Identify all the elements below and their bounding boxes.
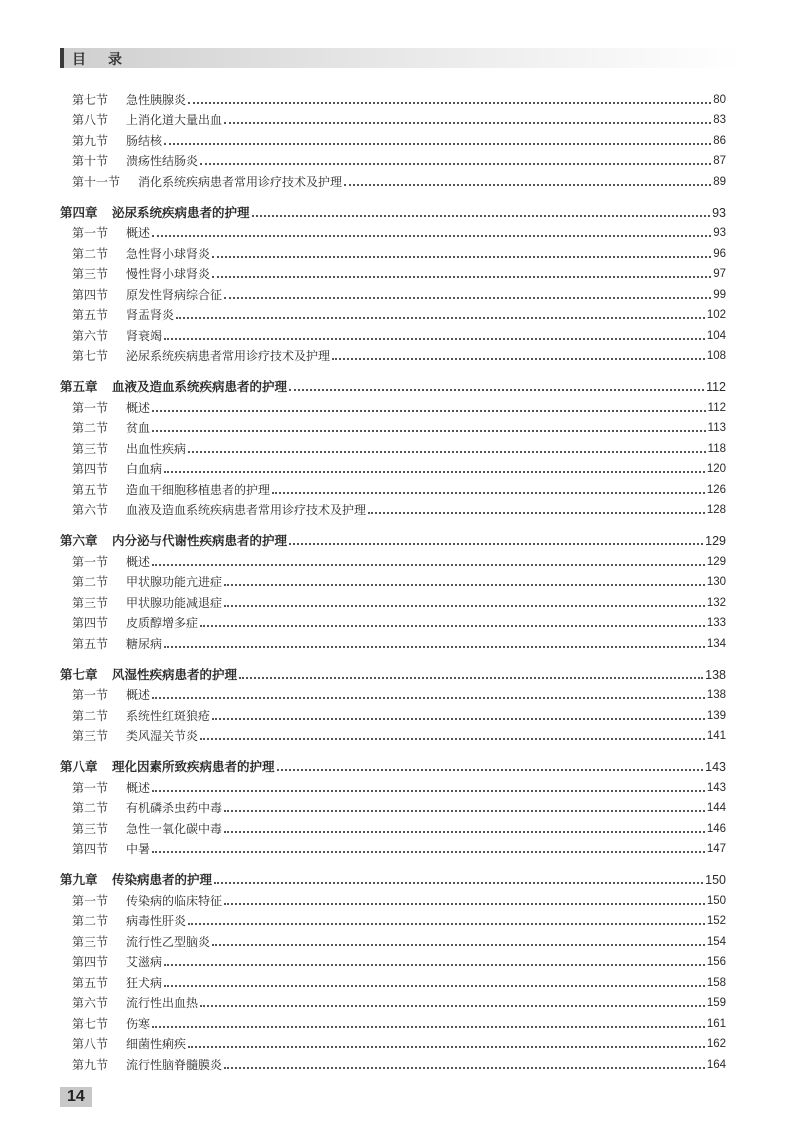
- chapter-number: 第八章: [60, 759, 98, 774]
- section-title: 急性肾小球肾炎: [126, 246, 211, 261]
- section-page-number: 118: [707, 442, 726, 455]
- chapter-page-number: 112: [706, 380, 726, 394]
- chapter-page-number: 138: [705, 667, 726, 682]
- section-page-number: 141: [706, 730, 726, 742]
- section-number: 第一节: [72, 893, 109, 908]
- section-number: 第四节: [72, 842, 109, 856]
- section-number: 第四节: [72, 462, 109, 476]
- dot-leader: [164, 985, 705, 987]
- toc-section-row[interactable]: [60, 281, 726, 302]
- dot-leader: [200, 163, 711, 165]
- section-page-number: 80: [713, 93, 726, 106]
- section-page-number: 134: [706, 637, 726, 650]
- dot-leader: [164, 964, 705, 966]
- dot-leader: [224, 810, 705, 812]
- section-title: 血液及造血系统疾病患者常用诊疗技术及护理: [126, 503, 367, 517]
- section-number: 第九节: [72, 1057, 109, 1072]
- section-page-number: 158: [706, 976, 726, 989]
- section-number: 第十一节: [72, 174, 121, 189]
- table-of-contents: [60, 86, 726, 1072]
- toc-chapter-row[interactable]: [60, 528, 726, 549]
- section-page-number: 104: [706, 329, 726, 342]
- section-page-number: 161: [706, 1017, 726, 1030]
- section-title: 细菌性痢疾: [126, 1037, 187, 1051]
- section-title: 甲状腺功能减退症: [126, 595, 223, 610]
- toc-section-row[interactable]: [60, 1010, 726, 1031]
- dot-leader: [212, 256, 711, 258]
- chapter-gap: [60, 743, 726, 754]
- section-number: 第二节: [72, 914, 109, 928]
- dot-leader: [212, 718, 705, 720]
- section-number: 第二节: [72, 708, 109, 723]
- chapter-page-number: 150: [705, 873, 726, 887]
- section-number: 第六节: [72, 328, 109, 343]
- dot-leader: [212, 944, 705, 946]
- section-page-number: 87: [713, 155, 726, 167]
- toc-section-row[interactable]: [60, 682, 726, 703]
- section-title: 流行性乙型脑炎: [126, 934, 211, 949]
- chapter-number: 第六章: [60, 533, 98, 548]
- dot-leader: [272, 492, 705, 494]
- dot-leader: [289, 389, 704, 391]
- section-page-number: 86: [713, 134, 726, 147]
- dot-leader: [224, 297, 711, 299]
- chapter-gap: [60, 517, 726, 528]
- chapter-page-number: 129: [705, 534, 726, 548]
- section-title: 概述: [126, 554, 151, 569]
- toc-section-row[interactable]: [60, 928, 726, 949]
- section-title: 狂犬病: [126, 975, 163, 990]
- toc-section-row[interactable]: [60, 394, 726, 415]
- chapter-title: 传染病患者的护理: [112, 872, 213, 887]
- section-title: 概述: [126, 400, 151, 415]
- section-title: 糖尿病: [126, 636, 163, 651]
- section-page-number: 164: [706, 1058, 726, 1071]
- dot-leader: [224, 831, 705, 833]
- toc-section-row[interactable]: [60, 795, 726, 816]
- toc-section-row[interactable]: [60, 322, 726, 343]
- section-page-number: 150: [706, 894, 726, 907]
- dot-leader: [164, 471, 705, 473]
- toc-section-row[interactable]: [60, 949, 726, 970]
- section-page-number: 138: [706, 689, 726, 701]
- toc-section-row[interactable]: [60, 702, 726, 723]
- section-number: 第九节: [72, 133, 109, 148]
- section-title: 贫血: [126, 421, 151, 435]
- chapter-title: 内分泌与代谢性疾病患者的护理: [112, 533, 288, 548]
- section-page-number: 130: [706, 576, 726, 588]
- page-footer: [60, 1087, 92, 1107]
- toc-section-row[interactable]: [60, 302, 726, 323]
- toc-section-row[interactable]: [60, 168, 726, 189]
- section-page-number: 102: [706, 309, 726, 321]
- section-title: 原发性肾病综合征: [126, 287, 223, 302]
- section-page-number: 83: [713, 114, 726, 126]
- toc-section-row[interactable]: [60, 240, 726, 261]
- dot-leader: [224, 122, 711, 124]
- section-page-number: 89: [713, 175, 726, 188]
- toc-section-row[interactable]: [60, 610, 726, 631]
- section-title: 流行性出血热: [126, 996, 199, 1010]
- page-header: [60, 48, 742, 68]
- dot-leader: [152, 851, 705, 853]
- section-title: 概述: [126, 688, 151, 702]
- section-page-number: 120: [706, 463, 726, 475]
- chapter-title: 泌尿系统疾病患者的护理: [112, 204, 250, 220]
- section-number: 第六节: [72, 503, 109, 517]
- section-page-number: 132: [706, 596, 726, 609]
- section-number: 第一节: [72, 780, 109, 795]
- chapter-gap: [60, 856, 726, 867]
- chapter-title: 风湿性疾病患者的护理: [112, 666, 238, 682]
- section-title: 白血病: [126, 462, 163, 476]
- dot-leader: [176, 317, 705, 319]
- section-number: 第七节: [72, 92, 109, 107]
- section-number: 第四节: [72, 955, 109, 969]
- section-page-number: 143: [706, 781, 726, 794]
- section-number: 第七节: [72, 349, 109, 363]
- dot-leader: [200, 738, 705, 740]
- section-title: 出血性疾病: [126, 441, 187, 456]
- section-page-number: 108: [706, 350, 726, 362]
- toc-section-row[interactable]: [60, 908, 726, 929]
- section-number: 第二节: [72, 421, 109, 435]
- section-title: 急性一氧化碳中毒: [126, 821, 223, 836]
- section-title: 流行性脑脊髓膜炎: [126, 1057, 223, 1072]
- dot-leader: [224, 1067, 705, 1069]
- section-number: 第五节: [72, 308, 109, 322]
- section-title: 甲状腺功能亢进症: [126, 575, 223, 589]
- toc-section-row[interactable]: [60, 456, 726, 477]
- chapter-number: 第四章: [60, 204, 98, 220]
- section-page-number: 112: [707, 401, 726, 414]
- dot-leader: [214, 882, 703, 884]
- section-number: 第三节: [72, 267, 109, 281]
- dot-leader: [164, 646, 705, 648]
- section-title: 肾衰竭: [126, 328, 163, 343]
- dot-leader: [164, 143, 711, 145]
- section-number: 第六节: [72, 996, 109, 1010]
- toc-section-row[interactable]: [60, 630, 726, 651]
- section-title: 传染病的临床特征: [126, 893, 223, 908]
- dot-leader: [368, 512, 705, 514]
- toc-section-row[interactable]: [60, 1031, 726, 1052]
- dot-leader: [200, 1005, 705, 1007]
- dot-leader: [332, 358, 705, 360]
- toc-section-row[interactable]: [60, 343, 726, 364]
- toc-section-row[interactable]: [60, 548, 726, 569]
- dot-leader: [277, 769, 704, 771]
- dot-leader: [224, 584, 705, 586]
- section-title: 中暑: [126, 842, 151, 856]
- toc-section-row[interactable]: [60, 774, 726, 795]
- toc-section-row[interactable]: [60, 569, 726, 590]
- dot-leader: [239, 677, 703, 679]
- section-page-number: 147: [706, 843, 726, 855]
- toc-chapter-row[interactable]: [60, 199, 726, 220]
- toc-section-row[interactable]: [60, 815, 726, 836]
- dot-leader: [252, 215, 711, 217]
- dot-leader: [188, 451, 706, 453]
- toc-section-row[interactable]: [60, 497, 726, 518]
- dot-leader: [152, 790, 705, 792]
- chapter-title: 理化因素所致疾病患者的护理: [112, 759, 275, 774]
- toc-section-row[interactable]: [60, 1051, 726, 1072]
- section-title: 概述: [126, 780, 151, 795]
- section-page-number: 97: [713, 268, 726, 280]
- toc-section-row[interactable]: [60, 435, 726, 456]
- section-title: 泌尿系统疾病患者常用诊疗技术及护理: [126, 349, 331, 363]
- section-page-number: 162: [706, 1038, 726, 1050]
- toc-section-row[interactable]: [60, 220, 726, 241]
- section-title: 概述: [126, 226, 151, 240]
- chapter-gap: [60, 189, 726, 200]
- section-title: 病毒性肝炎: [126, 914, 187, 928]
- dot-leader: [152, 235, 711, 237]
- dot-leader: [224, 605, 705, 607]
- section-title: 类风湿关节炎: [126, 729, 199, 743]
- section-page-number: 93: [713, 227, 726, 239]
- section-number: 第八节: [72, 1037, 109, 1051]
- section-number: 第三节: [72, 934, 109, 949]
- page-number: 14: [67, 1088, 85, 1105]
- section-number: 第五节: [72, 975, 109, 990]
- section-title: 上消化道大量出血: [126, 113, 223, 127]
- dot-leader: [152, 410, 706, 412]
- dot-leader: [152, 430, 706, 432]
- toc-section-row[interactable]: [60, 107, 726, 128]
- dot-leader: [212, 276, 711, 278]
- section-number: 第一节: [72, 688, 109, 702]
- section-page-number: 159: [706, 997, 726, 1009]
- section-number: 第二节: [72, 801, 109, 815]
- dot-leader: [152, 697, 705, 699]
- toc-chapter-row[interactable]: [60, 661, 726, 682]
- section-title: 皮质醇增多症: [126, 616, 199, 630]
- chapter-title: 血液及造血系统疾病患者的护理: [112, 379, 288, 394]
- toc-section-row[interactable]: [60, 415, 726, 436]
- toc-section-row[interactable]: [60, 127, 726, 148]
- dot-leader: [188, 1046, 705, 1048]
- header-title: 目录: [72, 52, 144, 68]
- toc-chapter-row[interactable]: [60, 754, 726, 775]
- dot-leader: [224, 903, 705, 905]
- section-title: 系统性红斑狼疮: [126, 708, 211, 723]
- section-number: 第四节: [72, 287, 109, 302]
- section-title: 慢性肾小球肾炎: [126, 267, 211, 281]
- section-page-number: 154: [706, 935, 726, 948]
- section-page-number: 152: [706, 915, 726, 927]
- chapter-page-number: 93: [712, 205, 726, 220]
- section-title: 消化系统疾病患者常用诊疗技术及护理: [138, 174, 343, 189]
- chapter-gap: [60, 651, 726, 662]
- section-title: 急性胰腺炎: [126, 92, 187, 107]
- dot-leader: [344, 184, 711, 186]
- dot-leader: [188, 923, 705, 925]
- section-title: 造血干细胞移植患者的护理: [126, 482, 271, 497]
- section-title: 伤寒: [126, 1016, 151, 1031]
- section-page-number: 146: [706, 822, 726, 835]
- toc-section-row[interactable]: [60, 990, 726, 1011]
- toc-section-row[interactable]: [60, 887, 726, 908]
- section-page-number: 139: [706, 709, 726, 722]
- section-page-number: 156: [706, 956, 726, 968]
- toc-section-row[interactable]: [60, 836, 726, 857]
- toc-section-row[interactable]: [60, 589, 726, 610]
- section-number: 第五节: [72, 482, 109, 497]
- chapter-number: 第七章: [60, 666, 98, 682]
- section-number: 第二节: [72, 246, 109, 261]
- section-page-number: 113: [707, 422, 726, 434]
- toc-section-row[interactable]: [60, 86, 726, 107]
- toc-section-row[interactable]: [60, 261, 726, 282]
- chapter-page-number: 143: [705, 760, 726, 774]
- section-title: 溃疡性结肠炎: [126, 154, 199, 168]
- section-title: 有机磷杀虫药中毒: [126, 801, 223, 815]
- section-page-number: 144: [706, 802, 726, 814]
- toc-section-row[interactable]: [60, 476, 726, 497]
- toc-chapter-row[interactable]: [60, 867, 726, 888]
- section-number: 第三节: [72, 441, 109, 456]
- section-number: 第三节: [72, 595, 109, 610]
- section-number: 第七节: [72, 1016, 109, 1031]
- section-number: 第一节: [72, 226, 109, 240]
- section-title: 肾盂肾炎: [126, 308, 175, 322]
- dot-leader: [200, 625, 705, 627]
- toc-chapter-row[interactable]: [60, 374, 726, 395]
- section-number: 第一节: [72, 400, 109, 415]
- section-number: 第三节: [72, 729, 109, 743]
- chapter-number: 第九章: [60, 872, 98, 887]
- section-number: 第二节: [72, 575, 109, 589]
- dot-leader: [152, 1026, 705, 1028]
- section-page-number: 96: [713, 247, 726, 260]
- section-page-number: 133: [706, 617, 726, 629]
- section-page-number: 99: [713, 288, 726, 301]
- toc-section-row[interactable]: [60, 723, 726, 744]
- header-accent-bar: [60, 48, 64, 68]
- section-number: 第一节: [72, 554, 109, 569]
- section-number: 第三节: [72, 821, 109, 836]
- dot-leader: [188, 102, 711, 104]
- section-number: 第四节: [72, 616, 109, 630]
- toc-section-row[interactable]: [60, 148, 726, 169]
- section-title: 肠结核: [126, 133, 163, 148]
- chapter-gap: [60, 363, 726, 374]
- section-title: 艾滋病: [126, 955, 163, 969]
- section-page-number: 129: [706, 555, 726, 568]
- toc-section-row[interactable]: [60, 969, 726, 990]
- dot-leader: [289, 543, 703, 545]
- section-number: 第五节: [72, 636, 109, 651]
- dot-leader: [164, 338, 705, 340]
- section-number: 第十节: [72, 154, 109, 168]
- section-page-number: 126: [706, 483, 726, 496]
- dot-leader: [152, 564, 705, 566]
- chapter-number: 第五章: [60, 379, 98, 394]
- section-number: 第八节: [72, 113, 109, 127]
- section-page-number: 128: [706, 504, 726, 516]
